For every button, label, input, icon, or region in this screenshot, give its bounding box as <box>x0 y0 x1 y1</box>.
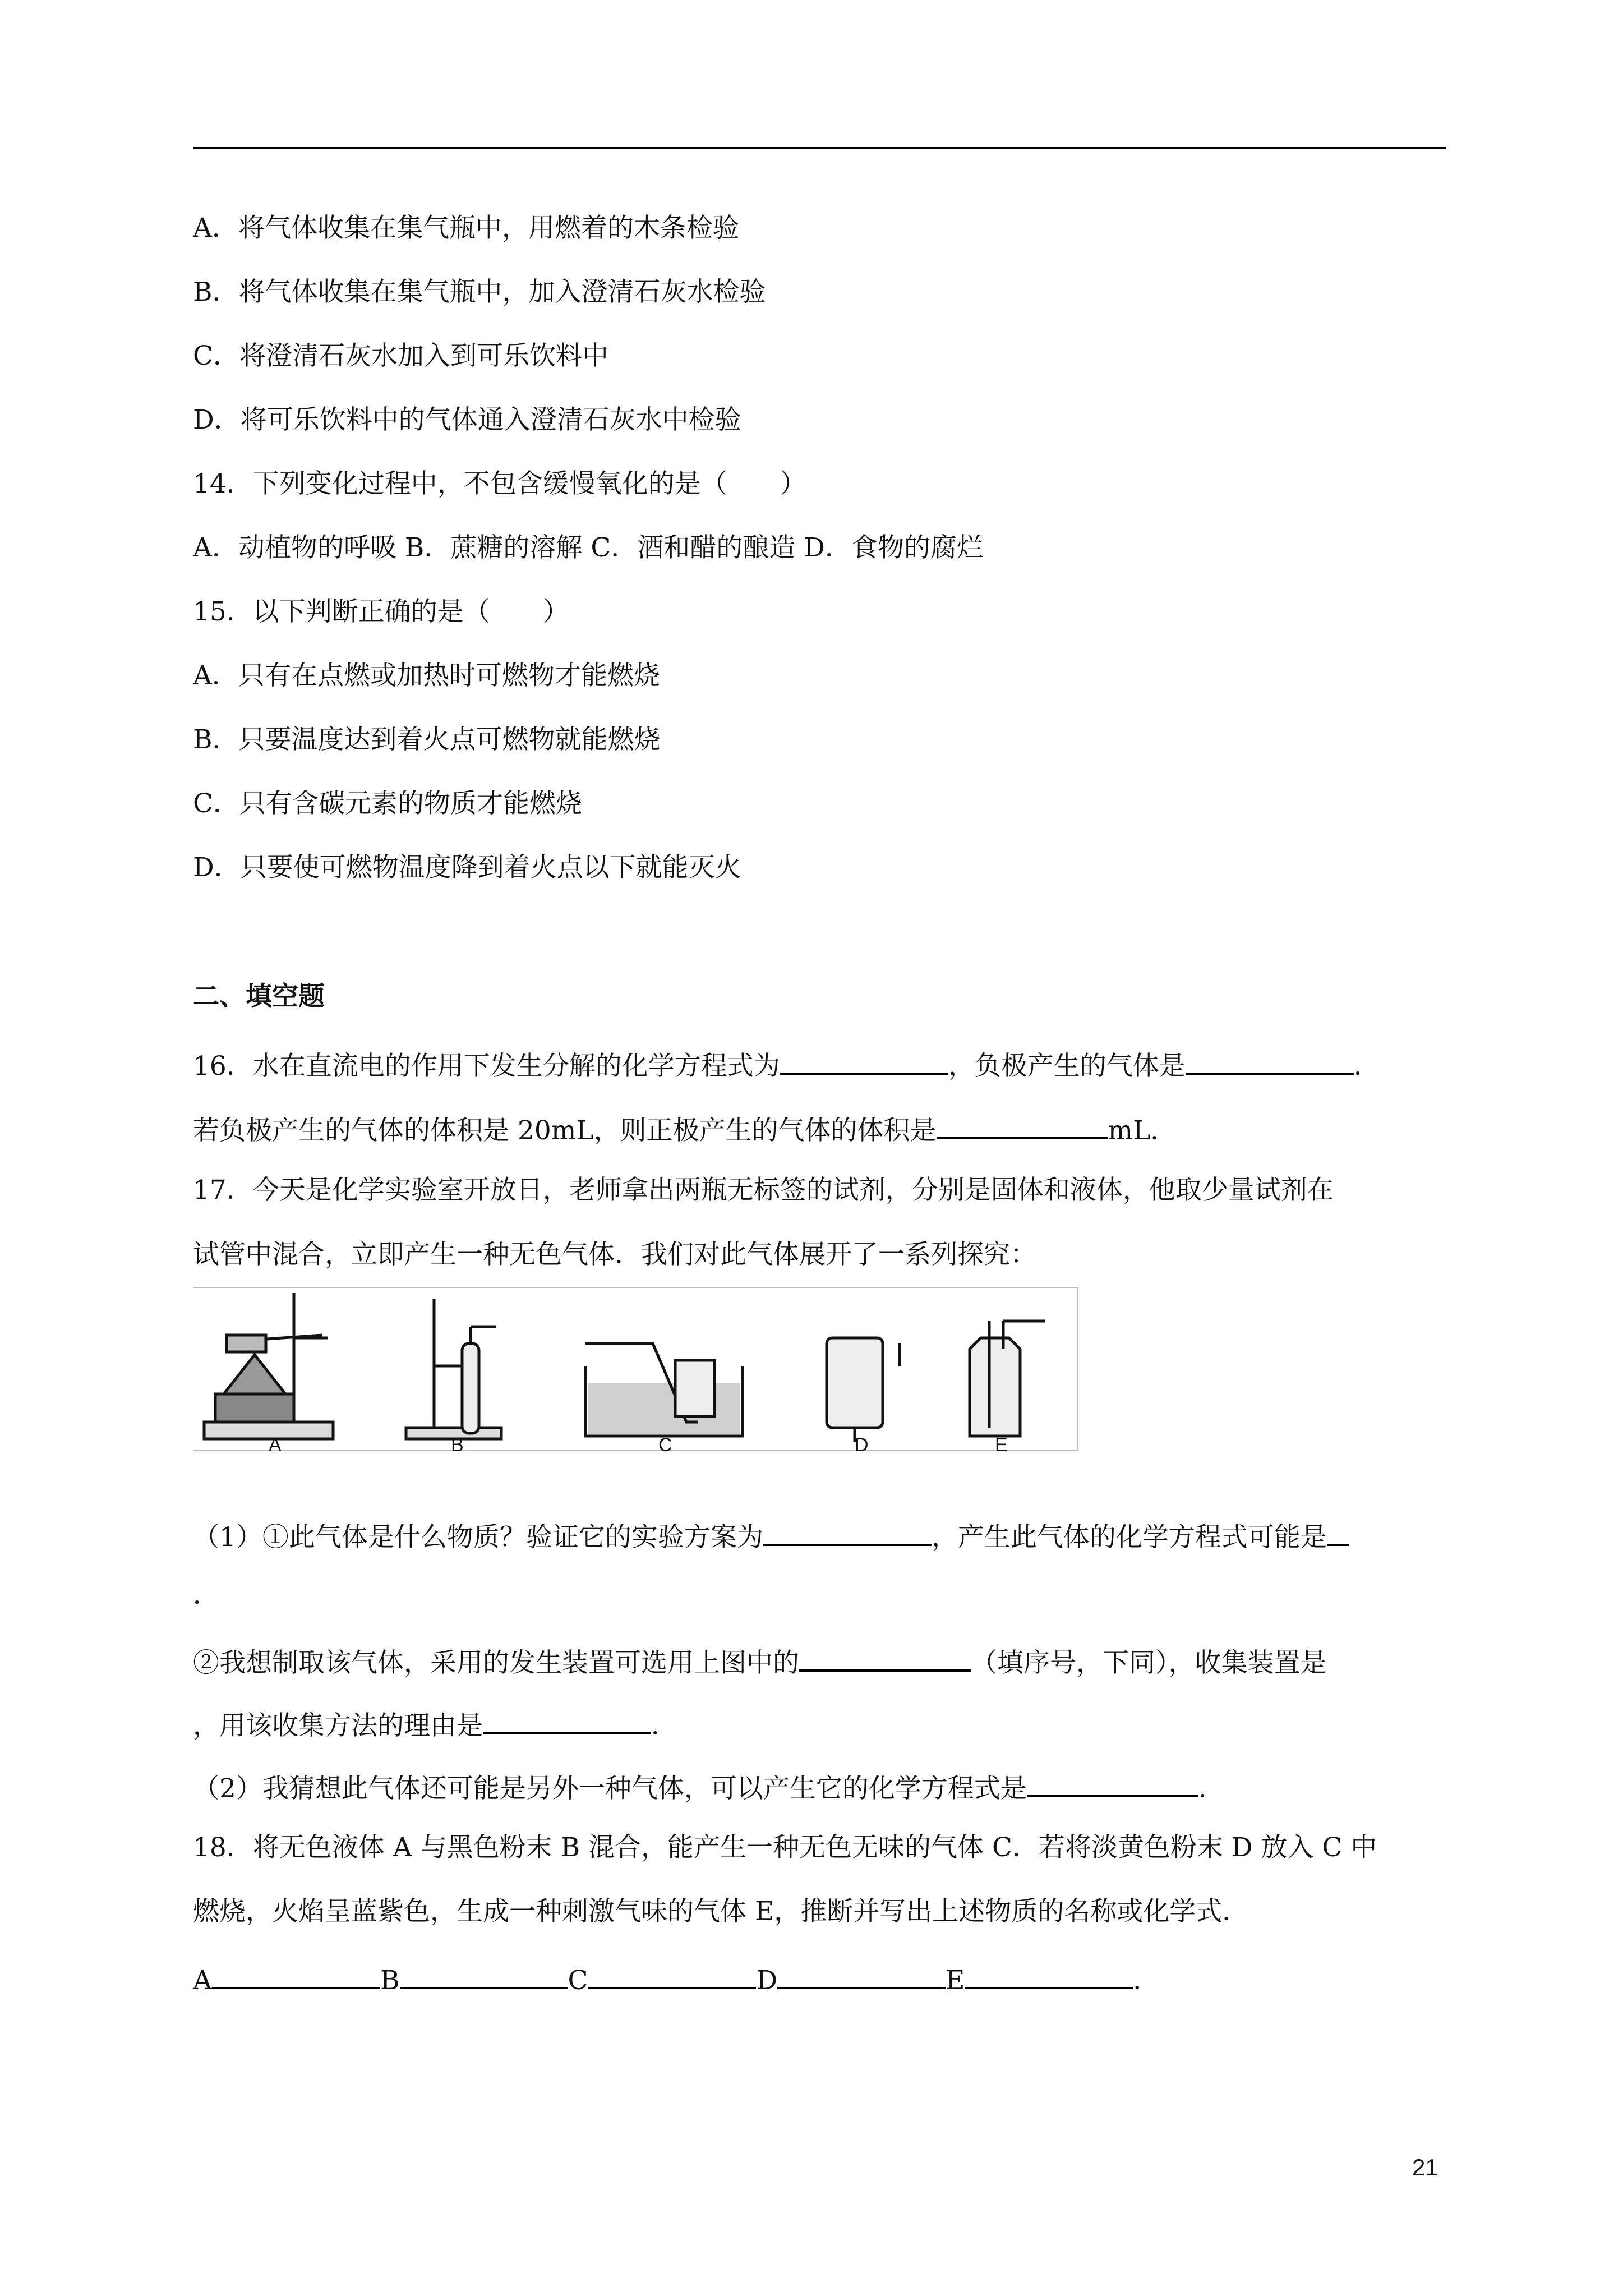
q14-options: A．动植物的呼吸 B．蔗糖的溶解 C．酒和醋的酿造 D．食物的腐烂 <box>193 532 983 563</box>
q17-blank-1[interactable] <box>763 1515 932 1546</box>
q17-line2: 试管中混合，立即产生一种无色气体．我们对此气体展开了一系列探究： <box>193 1239 1036 1270</box>
q15-option-d: D．只要使可燃物温度降到着火点以下就能灭火 <box>193 852 741 883</box>
q17-sub1-text-a: （1）①此气体是什么物质？验证它的实验方案为 <box>193 1522 763 1553</box>
q16-blank-3[interactable] <box>937 1108 1108 1139</box>
q18-blank-b[interactable] <box>400 1958 568 1989</box>
header-rule <box>193 147 1446 149</box>
q13-option-b: B．将气体收集在集气瓶中，加入澄清石灰水检验 <box>193 277 766 307</box>
q13-option-a: A．将气体收集在集气瓶中，用燃着的木条检验 <box>193 213 739 243</box>
q15-option-a: A．只有在点燃或加热时可燃物才能燃烧 <box>193 660 660 691</box>
q18-label-e: E <box>946 1965 965 1996</box>
q17-sub3 <box>193 1766 1225 1807</box>
q16-text-d: 若负极产生的气体的体积是 20mL，则正极产生的气体的体积是 <box>193 1115 937 1146</box>
q17-blank-5[interactable] <box>1027 1766 1198 1797</box>
q18-blank-d[interactable] <box>777 1958 946 1989</box>
q18-end: ． <box>1133 1965 1160 1996</box>
q16-text-e: mL． <box>1108 1115 1177 1146</box>
q15-option-b: B．只要温度达到着火点可燃物就能燃烧 <box>193 724 661 755</box>
q14-stem: 14．下列变化过程中，不包含缓慢氧化的是（ ） <box>193 468 806 499</box>
q17-blank-2[interactable] <box>1327 1515 1349 1546</box>
q17-sub1 <box>193 1515 1349 1556</box>
q17-sub2-text-d: ． <box>651 1710 677 1741</box>
q16-text-b: ，负极产生的气体是 <box>948 1051 1186 1082</box>
q16-line2 <box>193 1108 1177 1149</box>
q18-blank-a[interactable] <box>212 1958 380 1989</box>
q13-option-c: C．将澄清石灰水加入到可乐饮料中 <box>193 341 608 371</box>
q15-stem: 15．以下判断正确的是（ ） <box>193 596 569 627</box>
q18-label-d: D <box>756 1965 778 1996</box>
q13-option-d: D．将可乐饮料中的气体通入澄清石灰水中检验 <box>193 404 741 435</box>
q18-blank-c[interactable] <box>588 1958 756 1989</box>
q16-text-c: ． <box>1353 1051 1380 1082</box>
page-number: 21 <box>1412 2154 1438 2180</box>
q17-sub2-line1 <box>193 1640 1327 1681</box>
q17-sub1-end: ． <box>193 1580 219 1611</box>
q18-label-b: B <box>380 1965 400 1996</box>
apparatus-figure <box>193 1287 1079 1456</box>
q16-line1 <box>193 1043 1380 1084</box>
q17-sub3-text-b: ． <box>1198 1773 1225 1804</box>
q16-blank-2[interactable] <box>1186 1043 1354 1075</box>
q17-sub2-text-a: ②我想制取该气体，采用的发生装置可选用上图中的 <box>193 1648 799 1678</box>
q17-blank-3[interactable] <box>799 1640 971 1672</box>
q17-line1: 17．今天是化学实验室开放日，老师拿出两瓶无标签的试剂，分别是固体和液体，他取少量试剂在 <box>193 1175 1334 1205</box>
figure-label-d: D <box>855 1434 869 1456</box>
q15-option-c: C．只有含碳元素的物质才能燃烧 <box>193 788 582 819</box>
figure-label-b: B <box>451 1434 464 1456</box>
q17-sub2-text-b: （填序号，下同），收集装置是 <box>971 1648 1327 1678</box>
q18-blank-e[interactable] <box>965 1958 1133 1989</box>
q18-blanks-line <box>193 1958 1159 1999</box>
q18-line1: 18．将无色液体 A 与黑色粉末 B 混合，能产生一种无色无味的气体 C．若将淡黄色粉末 D 放入 C 中 <box>193 1832 1377 1863</box>
q17-sub2-line2 <box>193 1703 677 1744</box>
q17-sub2-text-c: ，用该收集方法的理由是 <box>193 1710 483 1741</box>
q17-sub1-text-b: ，产生此气体的化学方程式可能是 <box>931 1522 1327 1553</box>
q17-blank-4[interactable] <box>483 1703 651 1734</box>
figure-label-e: E <box>995 1434 1008 1456</box>
q18-line2: 燃烧，火焰呈蓝紫色，生成一种刺激气味的气体 E，推断并写出上述物质的名称或化学式． <box>193 1896 1249 1927</box>
figure-label-c: C <box>658 1434 672 1456</box>
figure-label-a: A <box>269 1434 282 1456</box>
q17-sub3-text-a: （2）我猜想此气体还可能是另外一种气体，可以产生它的化学方程式是 <box>193 1773 1027 1804</box>
q16-blank-1[interactable] <box>780 1043 948 1075</box>
q18-label-a: A <box>193 1965 212 1996</box>
section-title: 二、填空题 <box>193 981 325 1012</box>
q16-text-a: 16．水在直流电的作用下发生分解的化学方程式为 <box>193 1051 780 1082</box>
q18-label-c: C <box>568 1965 588 1996</box>
